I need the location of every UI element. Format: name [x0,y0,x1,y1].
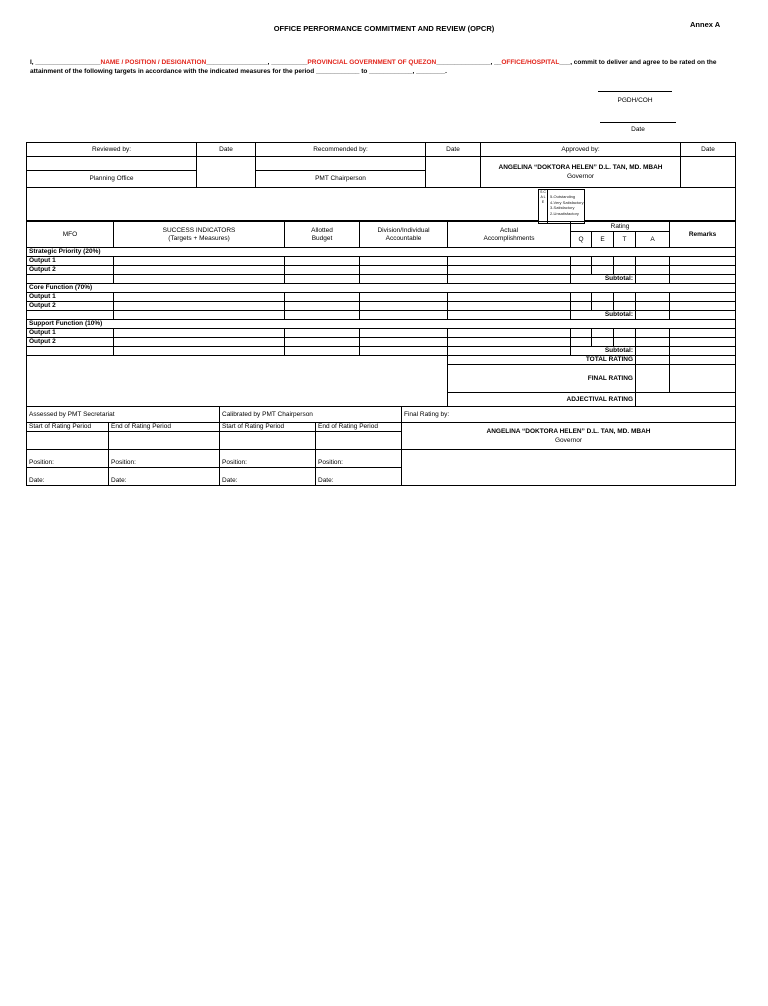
approved-date-cell[interactable] [681,157,736,188]
blank-cell [448,347,571,356]
blank-cell [285,311,360,320]
blank-cell [285,347,360,356]
rating-a-header: A [636,232,670,248]
signatory-label: PGDH/COH [617,97,653,104]
commit-mid2: _______________, __ [436,59,502,66]
rating-header: Rating [571,222,670,232]
final-rater-name: ANGELINA “DOKTORA HELEN” D.L. TAN, MD. MBAH [486,428,651,435]
subtotal-remarks-cell[interactable] [670,347,736,356]
rating-q-cell[interactable] [571,329,592,338]
allotted-budget-cell[interactable] [285,338,360,347]
subtotal-remarks-cell[interactable] [670,275,736,284]
remarks-cell[interactable] [670,293,736,302]
assessed-start-date[interactable]: Date: [27,468,109,486]
division-accountable-cell[interactable] [360,257,448,266]
blank-cell [360,275,448,284]
reviewed-date-cell[interactable] [197,157,256,188]
success-indicator-cell[interactable] [114,257,285,266]
rating-q-cell[interactable] [571,302,592,311]
section-row [27,320,736,329]
rating-t-cell[interactable] [614,302,636,311]
recommended-by-header: Recommended by: [256,143,426,157]
rating-a-cell[interactable] [636,302,670,311]
subtotal-row [27,347,736,356]
rating-t-header: T [614,232,636,248]
blank-cell [27,311,114,320]
success-indicator-cell[interactable] [114,293,285,302]
rating-q-cell[interactable] [571,338,592,347]
final-rater-cell [402,423,736,450]
final-rating-value[interactable] [636,365,670,393]
subtotal-row [27,275,736,284]
rating-e-cell[interactable] [592,338,614,347]
output-row [27,293,736,302]
calibrated-start-date[interactable]: Date: [220,468,316,486]
commitment-statement [30,58,740,76]
section-row [27,248,736,257]
total-rating-label: TOTAL RATING [448,356,636,365]
commit-name-field[interactable]: NAME / POSITION / DESIGNATION [100,59,207,66]
budget-sub: Budget [311,234,333,242]
reviewed-by-header: Reviewed by: [27,143,197,157]
subtotal-label: Subtotal: [571,311,636,320]
blank-cell [448,311,571,320]
actual-accomplishment-cell[interactable] [448,302,571,311]
success-indicator-cell[interactable] [114,329,285,338]
division-accountable-cell[interactable] [360,329,448,338]
rating-e-header: E [592,232,614,248]
remarks-header: Remarks [670,222,736,248]
actual-accomplishment-cell[interactable] [448,293,571,302]
totals-blank-cell [27,356,448,407]
assessed-end-period: End of Rating Period [109,423,220,432]
rating-a-cell[interactable] [636,293,670,302]
allotted-budget-header [285,222,360,248]
rating-q-cell[interactable] [571,266,592,275]
rating-e-cell[interactable] [592,257,614,266]
output-label: Output 2 [27,266,114,275]
rating-t-cell[interactable] [614,329,636,338]
total-rating-remarks[interactable] [670,356,736,365]
subtotal-remarks-cell[interactable] [670,311,736,320]
blank-cell [114,347,285,356]
blank-cell [27,275,114,284]
subtotal-row [27,311,736,320]
signatory-line [598,91,672,92]
allotted-budget-cell[interactable] [285,257,360,266]
blank-cell [360,311,448,320]
rating-a-cell[interactable] [636,338,670,347]
remarks-cell[interactable] [670,329,736,338]
scale-row [27,188,736,221]
calibrated-end-position[interactable]: Position: [316,450,402,468]
date-header-2: Date [426,143,481,157]
assessed-end-signature[interactable] [109,432,220,450]
remarks-cell[interactable] [670,257,736,266]
final-rating-table [26,406,736,486]
rating-a-cell[interactable] [636,266,670,275]
rating-t-cell[interactable] [614,266,636,275]
commit-end: ___, commit to deliver and agree to be rated on the attainment of the following targets in accordance with the indicated measures for the period ____________ to ____________, ________. [30,59,717,75]
allotted-budget-cell[interactable] [285,293,360,302]
allotted-budget-cell[interactable] [285,302,360,311]
final-rater-title: Governor [554,437,583,444]
scale-item: 2-Unsatisfactory [550,210,579,216]
rating-e-cell[interactable] [592,293,614,302]
division-title: Division/Individual [377,226,430,234]
rating-e-cell[interactable] [592,329,614,338]
subtotal-value-cell[interactable] [636,275,670,284]
final-rating-label: FINAL RATING [448,365,636,393]
success-indicator-cell[interactable] [114,302,285,311]
subtotal-label: Subtotal: [571,347,636,356]
approver-title: Governor [566,173,595,180]
blank-cell [114,311,285,320]
rating-e-cell[interactable] [592,302,614,311]
section-title: Support Function (10%) [27,320,736,329]
budget-title: Allotted [311,226,333,234]
division-accountable-cell[interactable] [360,266,448,275]
date-line [600,122,676,123]
rating-e-cell[interactable] [592,266,614,275]
division-accountable-cell[interactable] [360,338,448,347]
output-row [27,329,736,338]
success-indicators-sub: (Targets + Measures) [168,234,230,242]
subtotal-value-cell[interactable] [636,347,670,356]
total-rating-value[interactable] [636,356,670,365]
division-accountable-header [360,222,448,248]
actual-accomplishment-cell[interactable] [448,329,571,338]
total-rating-row [27,356,736,365]
commit-mid1: _________________, __________ [206,59,308,66]
allotted-budget-cell[interactable] [285,329,360,338]
final-rating-remarks[interactable] [670,365,736,393]
adjectival-rating-label: ADJECTIVAL RATING [448,393,636,407]
output-label: Output 1 [27,293,114,302]
document-title: OFFICE PERFORMANCE COMMITMENT AND REVIEW (OPCR) [273,24,495,33]
approved-by-header: Approved by: [481,143,681,157]
scale-item: 5-Outstanding [550,194,576,199]
recommended-signature-cell[interactable] [256,157,426,171]
rating-scale-legend [538,189,585,224]
scale-items [550,194,584,216]
blank-cell [448,275,571,284]
blank-cell [114,275,285,284]
assessed-end-position[interactable]: Position: [109,450,220,468]
blank-cell [285,275,360,284]
output-row [27,257,736,266]
allotted-budget-cell[interactable] [285,266,360,275]
blank-cell [360,347,448,356]
remarks-cell[interactable] [670,338,736,347]
date-header-3: Date [681,143,736,157]
rating-t-cell[interactable] [614,293,636,302]
assessed-start-position[interactable]: Position: [27,450,109,468]
subtotal-value-cell[interactable] [636,311,670,320]
assessed-end-date[interactable]: Date: [109,468,220,486]
division-sub: Accountable [385,234,422,242]
success-indicator-cell[interactable] [114,266,285,275]
rating-q-cell[interactable] [571,257,592,266]
rating-a-cell[interactable] [636,257,670,266]
actual-title: Actual [499,226,519,234]
calibrated-by-label: Calibrated by PMT Chairperson [220,407,402,423]
actual-accomplishments-header [448,222,571,248]
section-title: Core Function (70%) [27,284,736,293]
scale-item: 4-Very Satisfactory [550,199,584,205]
rating-q-cell[interactable] [571,293,592,302]
mfo-header: MFO [27,222,114,248]
commit-prefix: I, __________________ [30,59,101,66]
division-accountable-cell[interactable] [360,293,448,302]
output-label: Output 2 [27,338,114,347]
assessed-start-period: Start of Rating Period [27,423,109,432]
recommended-date-cell[interactable] [426,157,481,188]
output-label: Output 1 [27,257,114,266]
output-row [27,302,736,311]
scale-label: S C A L E [539,190,548,223]
assessed-by-label: Assessed by PMT Secretariat [27,407,220,423]
output-label: Output 1 [27,329,114,338]
approver-cell [481,157,681,188]
opcr-table [26,221,736,407]
approvals-table [26,142,736,221]
section-row [27,284,736,293]
actual-accomplishment-cell[interactable] [448,266,571,275]
commit-org-field[interactable]: PROVINCIAL GOVERNMENT OF QUEZON [307,59,437,66]
success-indicator-cell[interactable] [114,338,285,347]
output-row [27,266,736,275]
output-row [27,338,736,347]
subtotal-label: Subtotal: [571,275,636,284]
remarks-cell[interactable] [670,266,736,275]
calibrated-end-period: End of Rating Period [316,423,402,432]
blank-cell [27,347,114,356]
section-title: Strategic Priority (20%) [27,248,736,257]
reviewed-signature-cell[interactable] [27,157,197,171]
actual-accomplishment-cell[interactable] [448,257,571,266]
final-rating-by-label: Final Rating by: [402,407,736,423]
scale-item: 3-Satisfactory [550,205,575,210]
rating-q-header: Q [571,232,592,248]
signatory-date-label: Date [631,126,645,133]
rating-t-cell[interactable] [614,338,636,347]
division-accountable-cell[interactable] [360,302,448,311]
rating-a-cell[interactable] [636,329,670,338]
commit-office-field[interactable]: OFFICE/HOSPITAL [501,59,560,66]
approver-name: ANGELINA “DOKTORA HELEN” D.L. TAN, MD. MBAH [498,164,663,171]
success-indicators-title: SUCCESS INDICATORS [162,226,236,234]
assessed-start-signature[interactable] [27,432,109,450]
actual-accomplishment-cell[interactable] [448,338,571,347]
planning-office-label: Planning Office [27,171,197,188]
actual-sub: Accomplishments [483,234,535,242]
final-rating-date-cell[interactable] [402,450,736,486]
calibrated-end-date[interactable]: Date: [316,468,402,486]
calibrated-end-signature[interactable] [316,432,402,450]
calibrated-start-signature[interactable] [220,432,316,450]
date-header-1: Date [197,143,256,157]
calibrated-start-position[interactable]: Position: [220,450,316,468]
annex-label: Annex A [690,20,721,29]
pmt-chairperson-label: PMT Chairperson [256,171,426,188]
success-indicators-header [114,222,285,248]
calibrated-start-period: Start of Rating Period [220,423,316,432]
output-label: Output 2 [27,302,114,311]
rating-t-cell[interactable] [614,257,636,266]
remarks-cell[interactable] [670,302,736,311]
adjectival-rating-value[interactable] [636,393,736,407]
